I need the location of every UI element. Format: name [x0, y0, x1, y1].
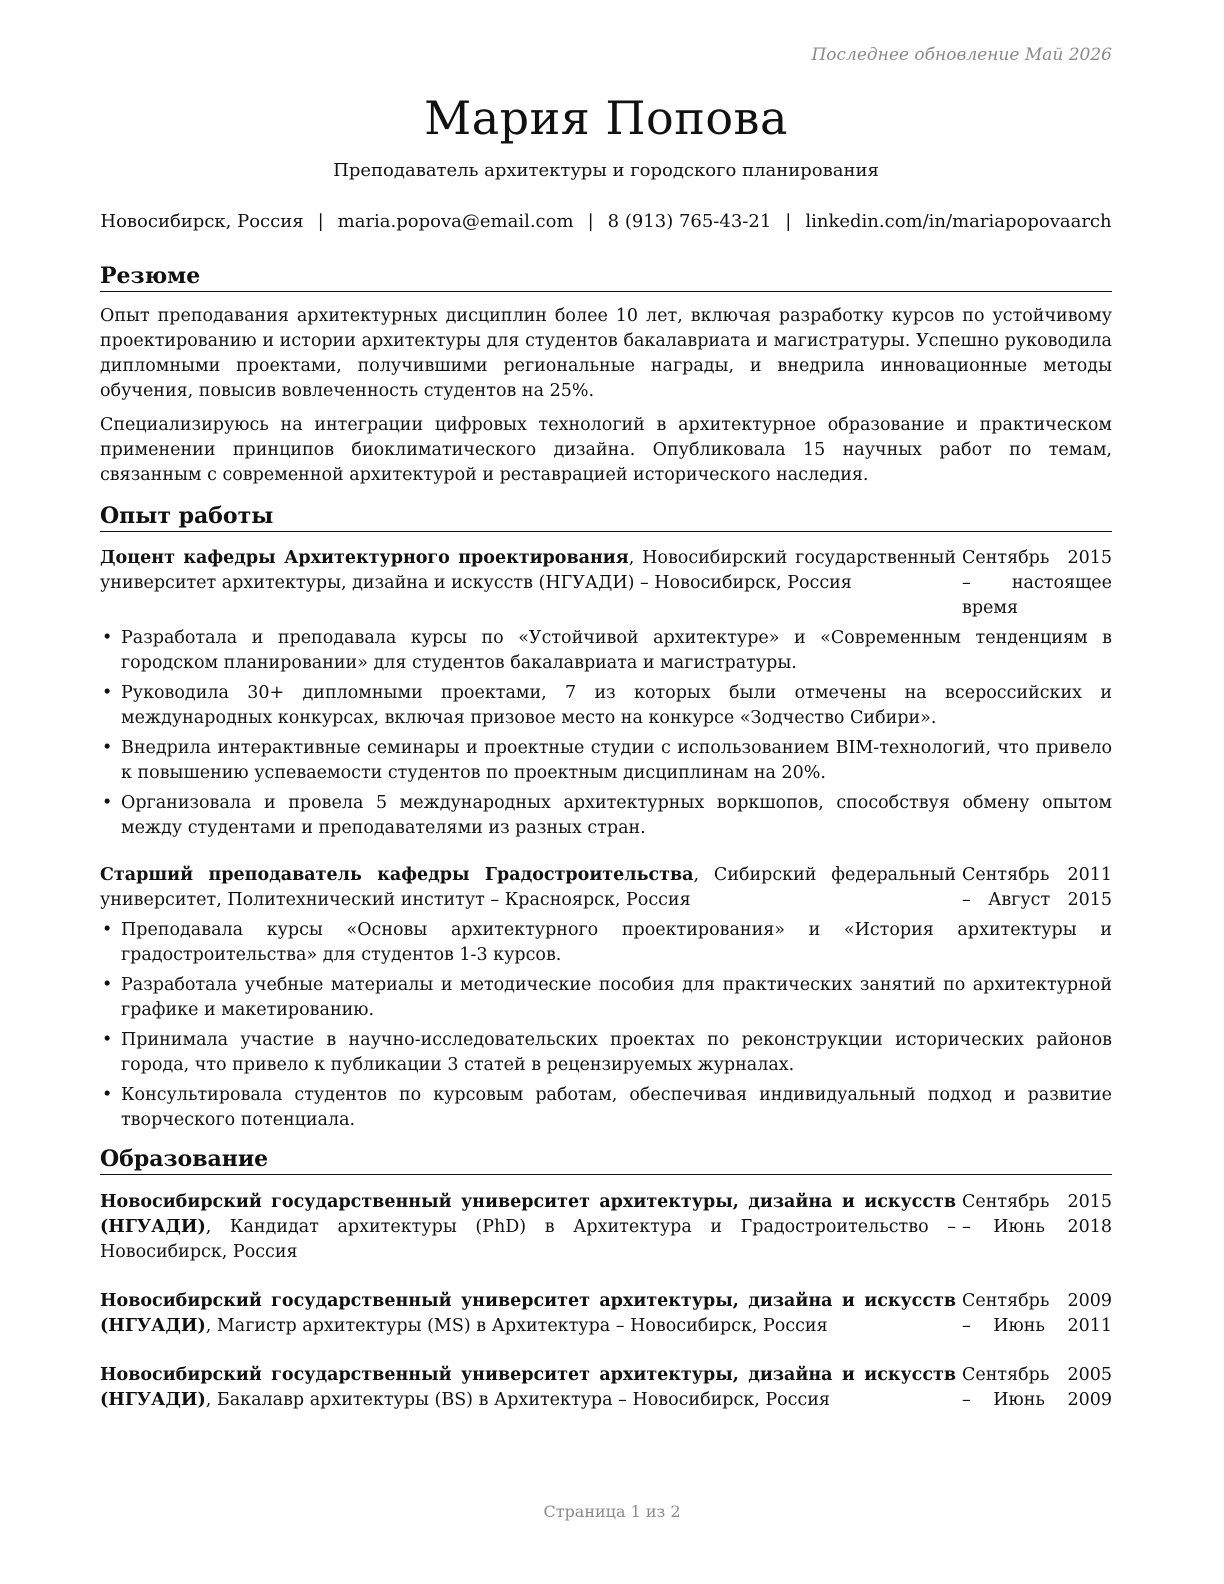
candidate-title: Преподаватель архитектуры и городского планирования [333, 160, 879, 181]
summary-paragraph: Опыт преподавания архитектурных дисциплин более 10 лет, включая разработку курсов по устойчивому проектированию и истории архитектуры для студентов бакалавриата и магистратуры. Успешно руководила дипломными проектами, получившими региональные награды, и внедрила инновационные методы обучения, повысив вовлеченность студентов на 25%. [100, 306, 1112, 401]
candidate-name: Мария Попова [424, 91, 788, 145]
education-degree: , Магистр архитектуры (MS) в Архитектура – Новосибирск, Россия [205, 1316, 828, 1336]
education-details [100, 1190, 956, 1265]
education-entry [100, 1190, 1112, 1265]
education-institution: Новосибирский государственный университет архитектуры, дизайна и искусств (НГУАДИ) [100, 1291, 956, 1336]
page-number: Страница 1 из 2 [543, 1502, 681, 1521]
job-bullets [100, 918, 1112, 1133]
job-header [100, 546, 1112, 621]
job-title-line [100, 863, 956, 913]
contact-email[interactable]: maria.popova@email.com [337, 211, 574, 232]
list-item: • Разработала и преподавала курсы по «Устойчивой архитектуре» и «Современным тенденциям в городском планировании» для студентов бакалавриата и магистратуры. [100, 626, 1112, 676]
job-header [100, 863, 1112, 913]
education-institution: Новосибирский государственный университет архитектуры, дизайна и искусств (НГУАДИ) [100, 1365, 956, 1410]
list-item: • Организовала и провела 5 международных архитектурных воркшопов, способствуя обмену опытом между студентами и преподавателями из разных стран. [100, 791, 1112, 841]
education-dates: Сентябрь 2015 – Июнь 2018 [962, 1192, 1112, 1237]
job-dates: Сентябрь 2015 – настоящее время [962, 548, 1112, 618]
summary-paragraph: Специализируюсь на интеграции цифровых технологий в архитектурное образование и практическом применении принципов биоклиматического дизайна. Опубликовала 15 научных работ по темам, связанным с современной архитектурой и реставрацией исторического наследия. [100, 415, 1112, 485]
job-entry [100, 546, 1112, 841]
section-heading-education: Образование [100, 1145, 1112, 1175]
job-organization: , Новосибирский государственный университет архитектуры, дизайна и искусств (НГУАДИ) – Новосибирск, Россия [100, 548, 956, 593]
education-details [100, 1363, 956, 1413]
education-degree: , Бакалавр архитектуры (BS) в Архитектура – Новосибирск, Россия [205, 1390, 830, 1410]
contact-separator: | [587, 211, 594, 232]
education-entry [100, 1289, 1112, 1339]
contact-separator: | [317, 211, 324, 232]
education-institution: Новосибирский государственный университет архитектуры, дизайна и искусств (НГУАДИ) [100, 1192, 956, 1237]
job-entry [100, 863, 1112, 1133]
education-dates: Сентябрь 2009 – Июнь 2011 [962, 1291, 1112, 1336]
contact-location: Новосибирск, Россия [100, 211, 304, 232]
list-item: • Руководила 30+ дипломными проектами, 7 из которых были отмечены на всероссийских и международных конкурсах, включая призовое место на конкурсе «Зодчество Сибири». [100, 681, 1112, 731]
list-item: • Консультировала студентов по курсовым работам, обеспечивая индивидуальный подход и развитие творческого потенциала. [100, 1083, 1112, 1133]
list-item: • Преподавала курсы «Основы архитектурного проектирования» и «История архитектуры и градостроительства» для студентов 1-3 курсов. [100, 918, 1112, 968]
job-position: Старший преподаватель кафедры Градостроительства [100, 865, 694, 885]
job-dates: Сентябрь 2011 – Август 2015 [962, 865, 1112, 910]
contact-linkedin[interactable]: linkedin.com/in/mariapopovaarch [805, 211, 1112, 232]
section-heading-experience: Опыт работы [100, 502, 1112, 532]
list-item: • Внедрила интерактивные семинары и проектные студии с использованием BIM-технологий, что привело к повышению успеваемости студентов по проектным дисциплинам на 20%. [100, 736, 1112, 786]
resume-page [100, 40, 1112, 1413]
education-dates: Сентябрь 2005 – Июнь 2009 [962, 1365, 1112, 1410]
job-position: Доцент кафедры Архитектурного проектирования [100, 548, 629, 568]
job-title-line [100, 546, 956, 596]
contact-separator: | [785, 211, 792, 232]
list-item: • Разработала учебные материалы и методические пособия для практических занятий по архитектурной графике и макетированию. [100, 973, 1112, 1023]
education-entry [100, 1363, 1112, 1413]
education-details [100, 1289, 956, 1339]
contact-phone[interactable]: 8 (913) 765-43-21 [607, 211, 772, 232]
contact-line [100, 209, 1112, 235]
education-degree: , Кандидат архитектуры (PhD) в Архитектура и Градостроительство – Новосибирск, Россия [100, 1217, 956, 1262]
job-organization: , Сибирский федеральный университет, Политехнический институт – Красноярск, Россия [100, 865, 956, 910]
list-item: • Принимала участие в научно-исследовательских проектах по реконструкции исторических районов города, что привело к публикации 3 статей в рецензируемых журналах. [100, 1028, 1112, 1078]
section-heading-summary: Резюме [100, 262, 1112, 292]
job-bullets [100, 626, 1112, 841]
last-updated: Последнее обновление Май 2026 [811, 45, 1112, 65]
